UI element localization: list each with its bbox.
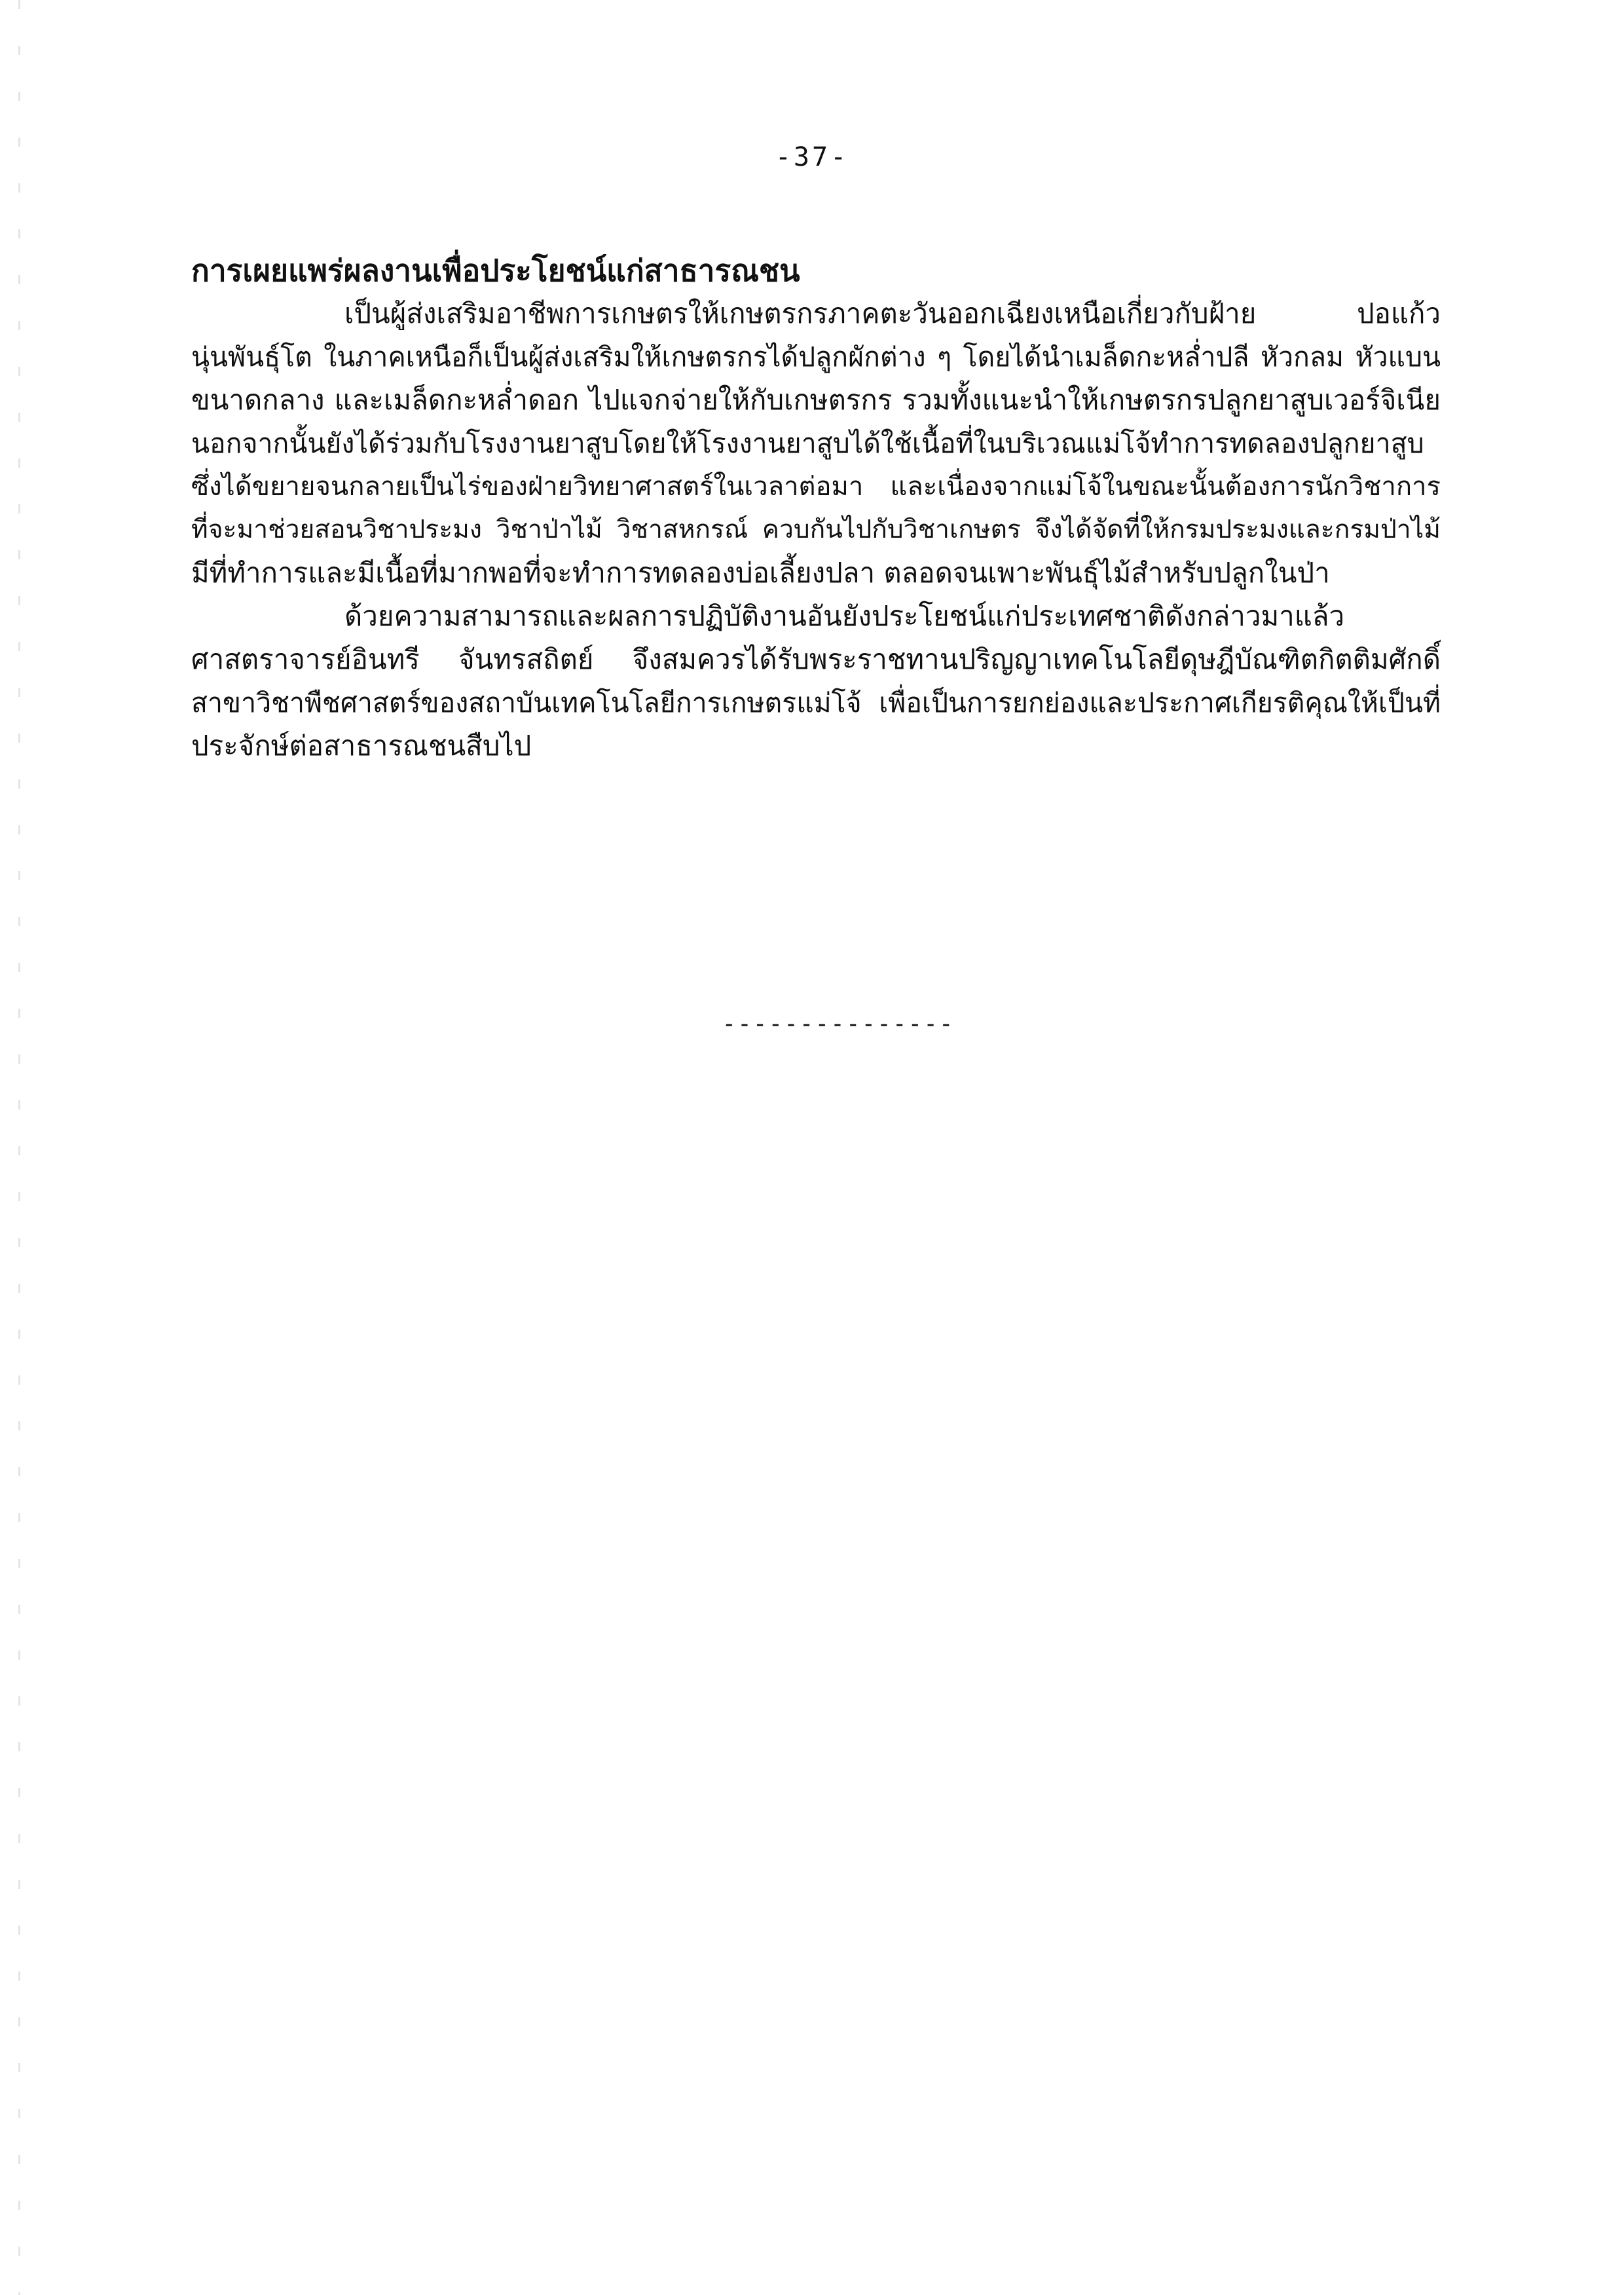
paragraph-line: ประจักษ์ต่อสาธารณชนสืบไป [191, 730, 532, 762]
end-of-section-rule: --------------- [722, 1011, 955, 1037]
page-number: -37- [775, 142, 849, 172]
paragraph-line: มีที่ทำการและมีเนื้อที่มากพอที่จะทำการทดลองบ่อเลี้ยงปลา ตลอดจนเพาะพันธุ์ไม้สำหรับปลูกในป่า [191, 557, 1330, 589]
paragraph-line: ขนาดกลาง และเมล็ดกะหล่ำดอก ไปแจกจ่ายให้กับเกษตรกร รวมทั้งแนะนำให้เกษตรกรปลูกยาสูบเวอร์จิเนีย [191, 384, 1441, 416]
paragraph-line: นอกจากนั้นยังได้ร่วมกับโรงงานยาสูบโดยให้โรงงานยาสูบได้ใช้เนื้อที่ในบริเวณแม่โจ้ทำการทดลองปลูกยาสูบ [191, 428, 1424, 459]
paragraph-line: ซึ่งได้ขยายจนกลายเป็นไร่ของฝ่ายวิทยาศาสตร์ในเวลาต่อมา และเนื่องจากแม่โจ้ในขณะนั้นต้องการนักวิชาการ [191, 472, 1441, 502]
scan-edge-artifact [18, 0, 20, 2295]
paragraph-line: ที่จะมาช่วยสอนวิชาประมง วิชาป่าไม้ วิชาสหกรณ์ ควบกันไปกับวิชาเกษตร จึงได้จัดที่ให้กรมประมงและกรมป่าไม้ [191, 515, 1441, 544]
section-heading: การเผยแพร่ผลงานเพื่อประโยชน์แก่สาธารณชน [191, 253, 800, 288]
paragraph-line: นุ่นพันธุ์โต ในภาคเหนือก็เป็นผู้ส่งเสริมให้เกษตรกรได้ปลูกผักต่าง ๆ โดยได้นำเมล็ดกะหล่ำปลี หัวกลม หัวแบน [191, 341, 1441, 373]
paragraph-line: ศาสตราจารย์อินทรี จันทรสถิตย์ จึงสมควรได้รับพระราชทานปริญญาเทคโนโลยีดุษฎีบัณฑิตกิตติมศักดิ์ [191, 643, 1441, 675]
paragraph-line: สาขาวิชาพืชศาสตร์ของสถาบันเทคโนโลยีการเกษตรแม่โจ้ เพื่อเป็นการยกย่องและประกาศเกียรติคุณให้เป็นที่ [191, 687, 1441, 718]
paragraph-line: ด้วยความสามารถและผลการปฏิบัติงานอันยังประโยชน์แก่ประเทศชาติดังกล่าวมาแล้ว [344, 600, 1345, 632]
paragraph-line: เป็นผู้ส่งเสริมอาชีพการเกษตรให้เกษตรกรภาคตะวันออกเฉียงเหนือเกี่ยวกับฝ้าย ปอแก้ว [344, 297, 1441, 329]
